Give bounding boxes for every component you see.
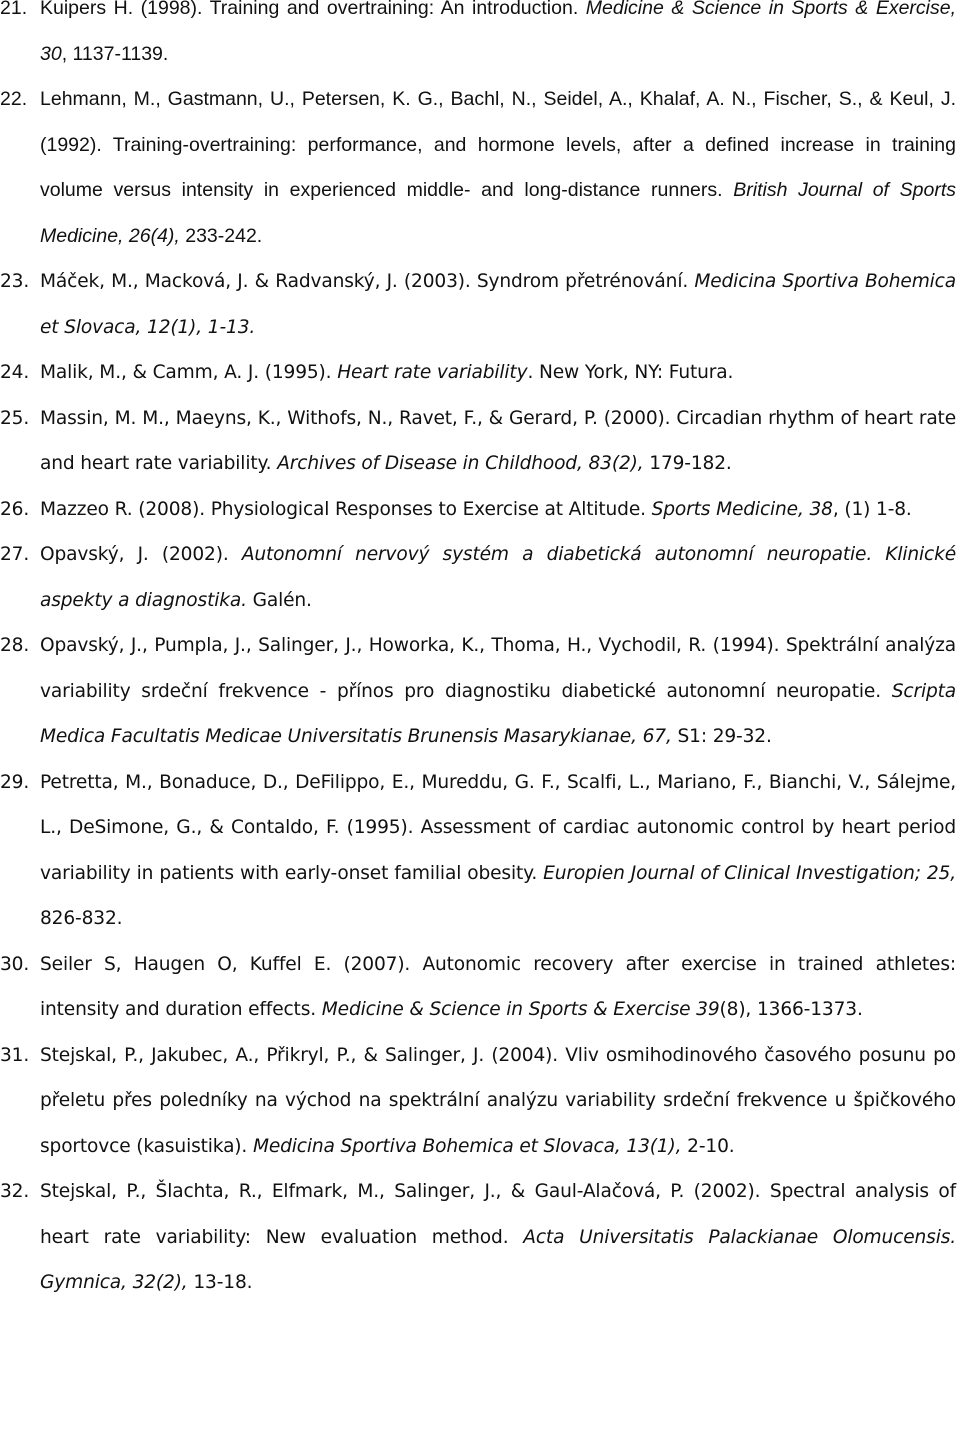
reference-text: Kuipers H. (1998). Training and overtraining: An introduction. (40, 0, 586, 19)
reference-entry (0, 396, 956, 487)
reference-source-italic: Scripta Medica Facultatis Medicae Universitatis Brunensis Masarykianae, 67, (40, 680, 956, 747)
reference-number: 21. (0, 0, 28, 19)
reference-text: S1: 29-32. (671, 726, 772, 747)
reference-text: 2-10. (681, 1135, 735, 1157)
reference-source-italic: Autonomní nervový systém a diabetická autonomní neuropatie. Klinické aspekty a diagnostika. (40, 544, 957, 611)
reference-number: 28. (0, 635, 30, 656)
reference-text: 826-832. (40, 908, 123, 929)
reference-source-italic: Medicine & Science in Sports & Exercise, 30 (40, 0, 957, 65)
reference-number: 22. (0, 88, 28, 110)
reference-number: 29. (0, 771, 30, 793)
reference-entry (0, 0, 956, 77)
reference-text: 179-182. (643, 453, 732, 474)
reference-text: Seiler S, Haugen O, Kuffel E. (2007). Autonomic recovery after exercise in trained athletes: intensity and duration effects. (40, 953, 956, 1020)
reference-text: Massin, M. M., Maeyns, K., Withofs, N., Ravet, F., & Gerard, P. (2000). Circadian rhythm of heart rate and heart rate variability. (40, 407, 956, 474)
reference-entry (0, 623, 956, 760)
reference-text: Petretta, M., Bonaduce, D., DeFilippo, E., Mureddu, G. F., Scalfi, L., Mariano, F., Bianchi, V., Sálejme, L., DeSimone, G., & Contaldo, F. (1995). Assessment of cardiac autonomic control by heart period variability in patients with early-onset familial obesity. (40, 771, 956, 884)
reference-text: , (1) 1-8. (832, 498, 912, 520)
reference-text: Máček, M., Macková, J. & Radvanský, J. (2003). Syndrom přetrénování. (40, 271, 695, 292)
reference-number: 24. (0, 362, 30, 383)
reference-text: (8), 1366-1373. (719, 999, 863, 1020)
reference-source-italic: Medicine & Science in Sports & Exercise 39 (321, 999, 720, 1020)
reference-text: Opavský, J., Pumpla, J., Salinger, J., Howorka, K., Thoma, H., Vychodil, R. (1994). Spektrální analýza variability srdeční frekvence - přínos pro diagnostiku diabetické autonomní neuropatie. (40, 635, 956, 702)
reference-number: 23. (0, 271, 30, 292)
reference-text: Stejskal, P., Šlachta, R., Elfmark, M., Salinger, J., & Gaul-Alačová, P. (2002). Spectral analysis of heart rate variability: New evaluation method. (40, 1181, 956, 1248)
reference-source-italic: Europien Journal of Clinical Investigation; 25, (543, 862, 957, 884)
reference-number: 27. (0, 544, 30, 565)
reference-text: Lehmann, M., Gastmann, U., Petersen, K. G., Bachl, N., Seidel, A., Khalaf, A. N., Fischer, S., & Keul, J. (1992). Training-overtraining: performance, and hormone levels, after a defined increase in training volume versus intensity in experienced middle- and long-distance runners. (40, 88, 956, 201)
reference-source-italic: Medicina Sportiva Bohemica et Slovaca, 12(1), 1-13. (40, 271, 956, 338)
reference-entry (0, 532, 956, 623)
reference-source-italic: Medicina Sportiva Bohemica et Slovaca, 13(1), (252, 1135, 682, 1157)
reference-source-italic: British Journal of Sports Medicine, 26(4), (40, 179, 956, 247)
reference-entry (0, 1033, 956, 1170)
reference-text: Opavský, J. (2002). (40, 544, 242, 565)
reference-entry (0, 259, 956, 350)
reference-number: 32. (0, 1181, 30, 1202)
reference-source-italic: Heart rate variability (337, 362, 528, 383)
reference-text: . New York, NY: Futura. (527, 362, 734, 383)
reference-entry (0, 350, 956, 396)
reference-source-italic: Archives of Disease in Childhood, 83(2), (277, 453, 644, 474)
reference-text: Stejskal, P., Jakubec, A., Přikryl, P., & Salinger, J. (2004). Vliv osmihodinového časového posunu po přeletu přes poledníky na východ na spektrální analýzu variability srdeční frekvence u špičkového sportovce (kasuistika). (40, 1044, 956, 1157)
reference-number: 31. (0, 1044, 30, 1066)
reference-source-italic: Sports Medicine, 38 (651, 498, 833, 520)
reference-text: Mazzeo R. (2008). Physiological Responses to Exercise at Altitude. (40, 498, 652, 520)
reference-text: Galén. (246, 589, 312, 611)
reference-entry (0, 487, 956, 533)
reference-number: 25. (0, 407, 30, 429)
reference-text: 233-242. (179, 224, 263, 247)
reference-text: Malik, M., & Camm, A. J. (1995). (40, 362, 338, 383)
reference-text: 13-18. (187, 1272, 253, 1293)
reference-entry (0, 942, 956, 1033)
reference-entry (0, 760, 956, 942)
reference-entry (0, 1169, 956, 1306)
reference-number: 26. (0, 498, 30, 520)
reference-text: , 1137-1139. (61, 42, 169, 65)
reference-source-italic: Acta Universitatis Palackianae Olomucensis. Gymnica, 32(2), (40, 1226, 957, 1293)
reference-entry (0, 77, 956, 259)
reference-number: 30. (0, 953, 30, 975)
